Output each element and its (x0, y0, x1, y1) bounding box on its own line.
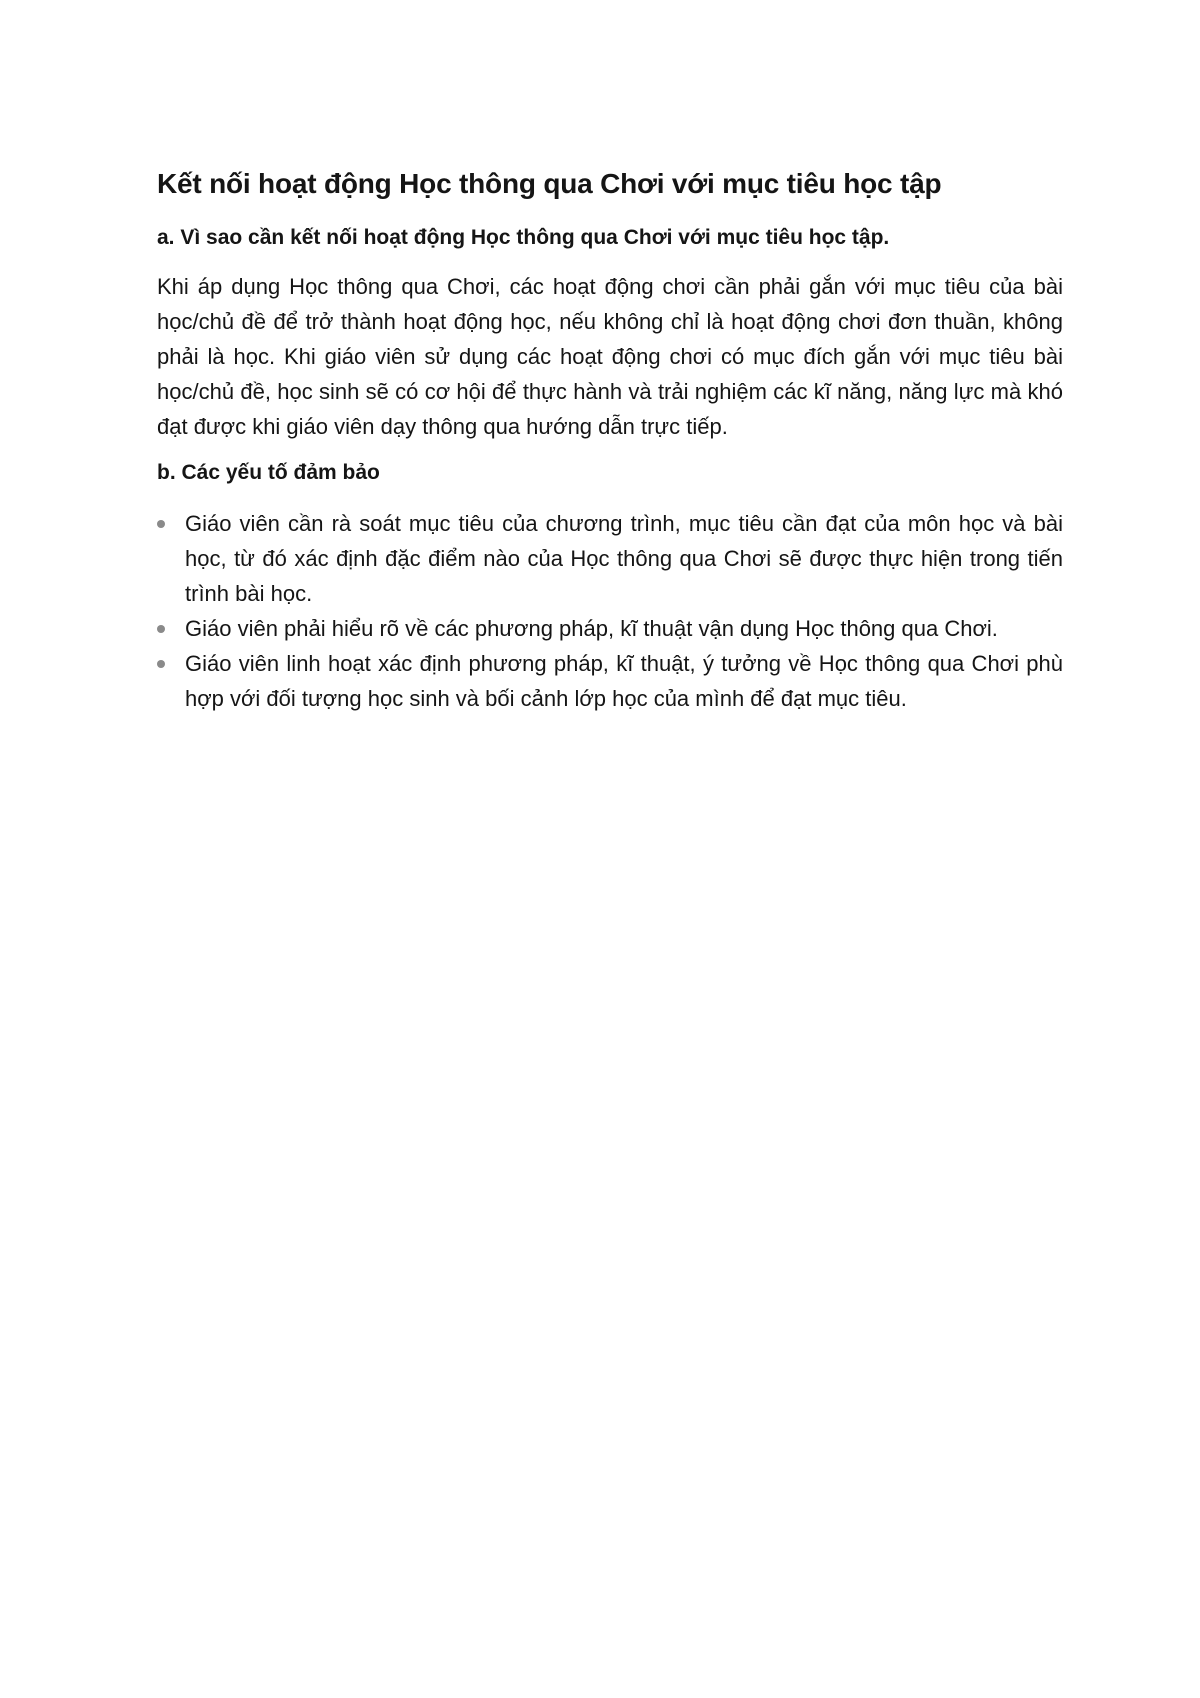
document-title: Kết nối hoạt động Học thông qua Chơi với mục tiêu học tập (157, 168, 942, 199)
bullet-dot-icon (157, 660, 165, 668)
bullet-text-2: Giáo viên phải hiểu rõ về các phương pháp, kĩ thuật vận dụng Học thông qua Chơi. (185, 616, 998, 641)
bullet-text-1: Giáo viên cần rà soát mục tiêu của chương trình, mục tiêu cần đạt của môn học và bài học, từ đó xác định đặc điểm nào của Học thông qua Chơi sẽ được thực hiện trong tiến trình bài học. (185, 511, 1063, 606)
section-a-paragraph: Khi áp dụng Học thông qua Chơi, các hoạt động chơi cần phải gắn với mục tiêu của bài học/chủ đề để trở thành hoạt động học, nếu không chỉ là hoạt động chơi đơn thuần, không phải là học. Khi giáo viên sử dụng các hoạt động chơi có mục đích gắn với mục tiêu bài học/chủ đề, học sinh sẽ có cơ hội để thực hành và trải nghiệm các kĩ năng, năng lực mà khó đạt được khi giáo viên dạy thông qua hướng dẫn trực tiếp. (157, 274, 1063, 439)
document-content (157, 165, 1063, 716)
bullet-dot-icon (157, 625, 165, 633)
bullet-dot-icon (157, 520, 165, 528)
section-a-heading: a. Vì sao cần kết nối hoạt động Học thông qua Chơi với mục tiêu học tập. (157, 226, 890, 249)
section-b-bullet-list (157, 506, 1063, 716)
section-b-heading: b. Các yếu tố đảm bảo (157, 461, 380, 484)
bullet-item-3 (157, 646, 1063, 716)
bullet-text-3: Giáo viên linh hoạt xác định phương pháp, kĩ thuật, ý tưởng về Học thông qua Chơi phù hợp với đối tượng học sinh và bối cảnh lớp học của mình để đạt mục tiêu. (185, 651, 1063, 711)
bullet-item-2 (157, 611, 1063, 646)
bullet-item-1 (157, 506, 1063, 611)
